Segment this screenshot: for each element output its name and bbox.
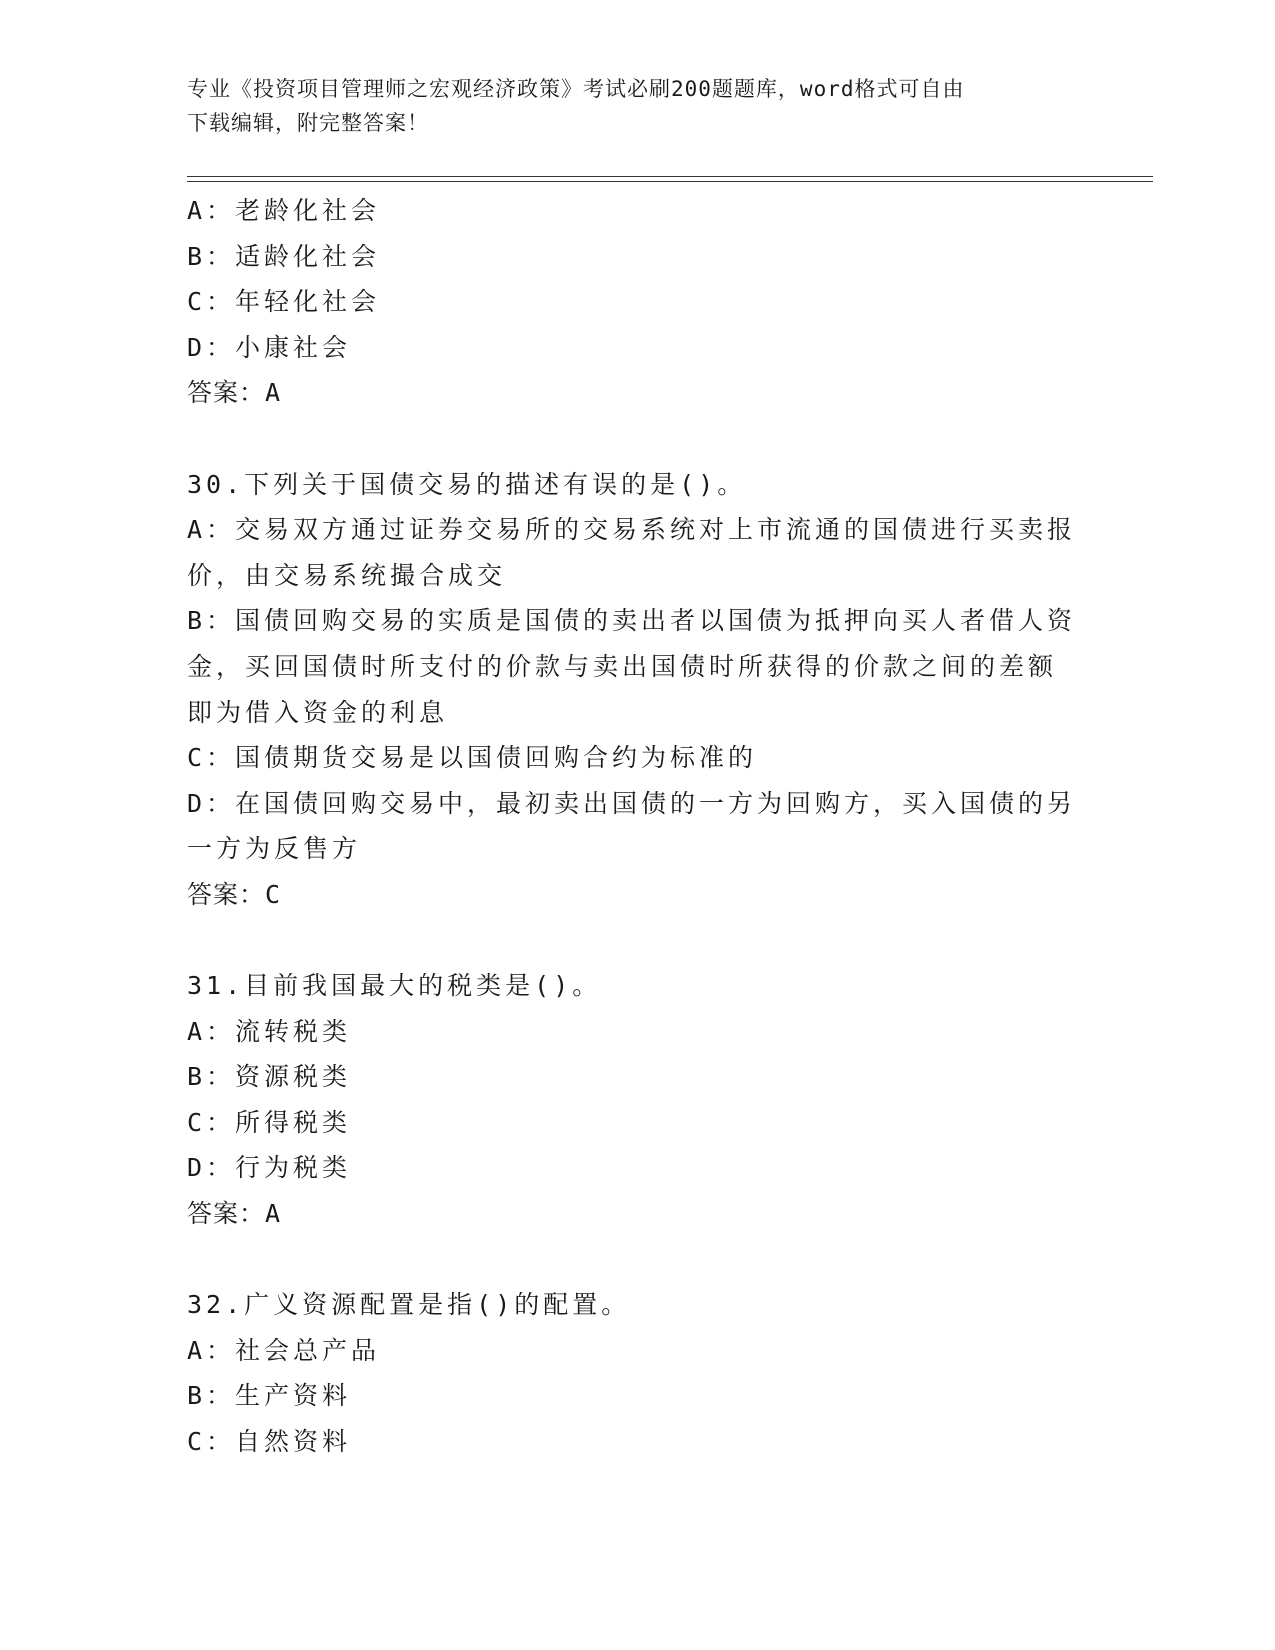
question-31 <box>187 963 1077 1237</box>
option-b: B：适龄化社会 <box>187 241 381 271</box>
answer: 答案：A <box>187 1199 282 1229</box>
question-text: 30.下列关于国债交易的描述有误的是()。 <box>187 469 747 499</box>
option-a-cont: 价，由交易系统撮合成交 <box>187 560 507 590</box>
header-divider-top <box>187 176 1153 177</box>
header-divider-bottom <box>187 181 1153 182</box>
question-text: 32.广义资源配置是指()的配置。 <box>187 1290 631 1320</box>
option-d: D：小康社会 <box>187 332 352 362</box>
option-c: C：所得税类 <box>187 1107 352 1137</box>
question-29 <box>187 188 1077 416</box>
spacer <box>187 918 1077 964</box>
option-c: C：自然资料 <box>187 1427 352 1457</box>
option-c: C：年轻化社会 <box>187 287 381 317</box>
option-a: A：社会总产品 <box>187 1335 381 1365</box>
spacer <box>187 1237 1077 1283</box>
answer: 答案：C <box>187 879 282 909</box>
option-b: B：生产资料 <box>187 1381 352 1411</box>
question-text: 31.目前我国最大的税类是()。 <box>187 971 602 1001</box>
question-list <box>187 188 1077 1465</box>
question-30 <box>187 462 1077 918</box>
option-b-cont-2: 即为借入资金的利息 <box>187 697 449 727</box>
document-header <box>187 72 1067 140</box>
option-d: D：在国债回购交易中，最初卖出国债的一方为回购方，买入国债的另 <box>187 788 1077 818</box>
option-c: C：国债期货交易是以国债回购合约为标准的 <box>187 743 758 773</box>
header-line-2: 下载编辑，附完整答案！ <box>187 111 429 135</box>
option-b-cont: 金，买回国债时所支付的价款与卖出国债时所获得的价款之间的差额 <box>187 651 1058 681</box>
option-b: B：资源税类 <box>187 1062 352 1092</box>
option-a: A：交易双方通过证券交易所的交易系统对上市流通的国债进行买卖报 <box>187 515 1077 545</box>
spacer <box>187 416 1077 462</box>
option-d: D：行为税类 <box>187 1153 352 1183</box>
question-32 <box>187 1282 1077 1464</box>
option-a: A：老龄化社会 <box>187 196 381 225</box>
option-a: A：流转税类 <box>187 1016 352 1046</box>
header-line-1: 专业《投资项目管理师之宏观经济政策》考试必刷200题题库，word格式可自由 <box>187 77 965 101</box>
answer: 答案：A <box>187 378 282 408</box>
option-d-cont: 一方为反售方 <box>187 834 362 864</box>
option-b: B：国债回购交易的实质是国债的卖出者以国债为抵押向买人者借人资 <box>187 606 1077 636</box>
